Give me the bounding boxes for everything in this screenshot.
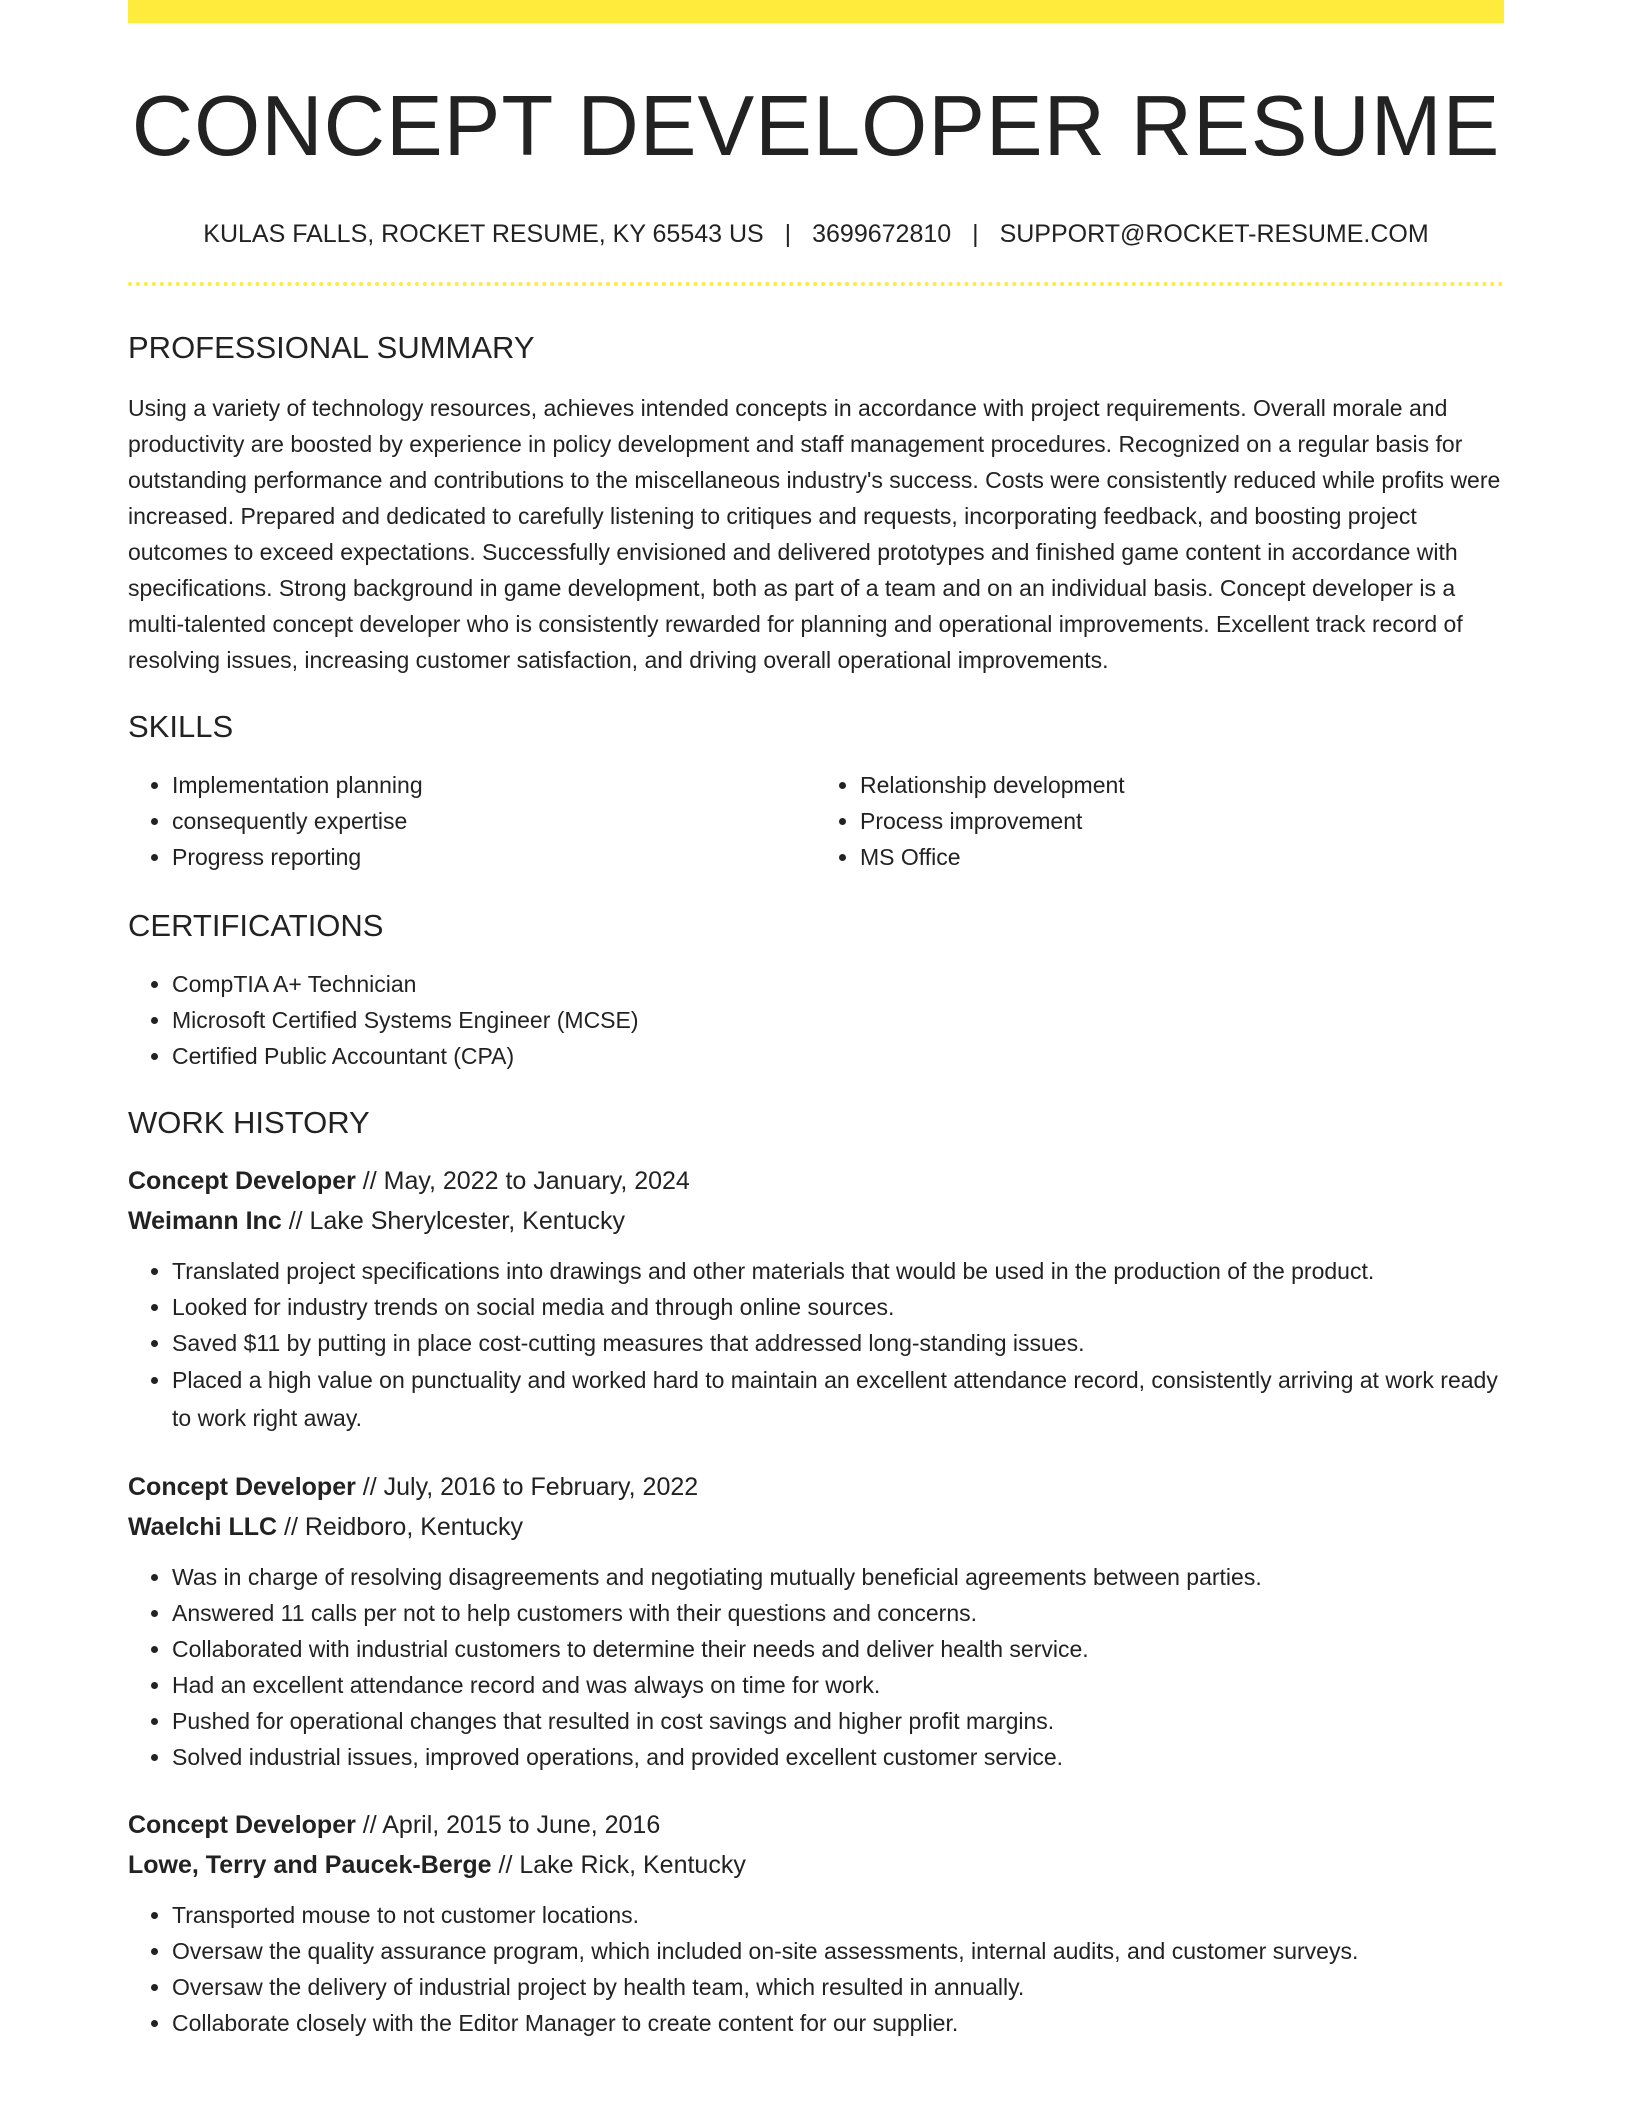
job-location: // Lake Sherylcester, Kentucky [281, 1207, 625, 1236]
job-role: Concept Developer [128, 1811, 356, 1840]
section-title-work-history: WORK HISTORY [128, 1105, 370, 1141]
job-role-line [128, 1467, 1504, 1507]
contact-separator: | [784, 219, 792, 248]
contact-line [128, 219, 1504, 249]
section-title-skills: SKILLS [128, 708, 234, 744]
certification-item: • Certified Public Accountant (CPA) [172, 1038, 1504, 1074]
resume-title: CONCEPT DEVELOPER RESUME [131, 79, 1501, 174]
job-role-line [128, 1161, 1504, 1201]
job-company: Weimann Inc [128, 1207, 282, 1236]
job-bullets [128, 1897, 1504, 2041]
section-title-summary: PROFESSIONAL SUMMARY [128, 329, 535, 365]
section-title-certifications: CERTIFICATIONS [128, 907, 384, 943]
contact-phone: 3699672810 [812, 219, 952, 248]
job-bullet: • Had an excellent attendance record and was always on time for work. [172, 1667, 1504, 1703]
job-bullet: • Answered 11 calls per not to help customers with their questions and concerns. [172, 1595, 1504, 1631]
skills-column-right [816, 767, 1504, 875]
job-bullet: • Solved industrial issues, improved operations, and provided excellent customer service. [172, 1739, 1504, 1775]
skill-item: • Implementation planning [172, 767, 816, 803]
skill-item: • Process improvement [860, 803, 1504, 839]
job-bullet: • Saved $11 by putting in place cost-cutting measures that addressed long-standing issues. [172, 1325, 1504, 1361]
certification-item: • CompTIA A+ Technician [172, 966, 1504, 1002]
job-entry [128, 1467, 1504, 1775]
job-company: Waelchi LLC [128, 1513, 278, 1542]
job-bullet: • Placed a high value on punctuality and worked hard to maintain an excellent attendance record, consistently arriving at work ready to work right away. [172, 1361, 1504, 1437]
job-bullet: • Collaborated with industrial customers to determine their needs and deliver health service. [172, 1631, 1504, 1667]
job-dates: // July, 2016 to February, 2022 [355, 1473, 699, 1502]
skills-list [128, 767, 1504, 875]
skill-item: • MS Office [860, 839, 1504, 875]
job-bullet: • Pushed for operational changes that resulted in cost savings and higher profit margins. [172, 1703, 1504, 1739]
certification-item: • Microsoft Certified Systems Engineer (MCSE) [172, 1002, 1504, 1038]
accent-top-bar [128, 0, 1504, 23]
contact-email: SUPPORT@ROCKET-RESUME.COM [999, 219, 1429, 248]
job-company-line [128, 1201, 1504, 1241]
job-bullet: • Was in charge of resolving disagreements and negotiating mutually beneficial agreements between parties. [172, 1559, 1504, 1595]
job-bullet: • Oversaw the delivery of industrial project by health team, which resulted in annually. [172, 1969, 1504, 2005]
dotted-divider [128, 282, 1504, 286]
job-bullet: • Transported mouse to not customer locations. [172, 1897, 1504, 1933]
resume-page [128, 0, 1504, 2041]
job-location: // Lake Rick, Kentucky [491, 1851, 746, 1880]
job-entry [128, 1805, 1504, 2041]
contact-address: KULAS FALLS, ROCKET RESUME, KY 65543 US [203, 219, 764, 248]
job-bullets [128, 1559, 1504, 1775]
job-company-line [128, 1845, 1504, 1885]
job-bullets [128, 1253, 1504, 1437]
skills-column-left [128, 767, 816, 875]
job-location: // Reidboro, Kentucky [277, 1513, 524, 1542]
job-role: Concept Developer [128, 1473, 356, 1502]
job-role-line [128, 1805, 1504, 1845]
contact-separator: | [972, 219, 979, 248]
certifications-list [128, 966, 1504, 1074]
skill-item: • consequently expertise [172, 803, 816, 839]
job-company-line [128, 1507, 1504, 1547]
job-company: Lowe, Terry and Paucek-Berge [128, 1851, 492, 1880]
job-role: Concept Developer [128, 1167, 356, 1196]
job-bullet: • Oversaw the quality assurance program, which included on-site assessments, internal audits, and customer surveys. [172, 1933, 1504, 1969]
job-bullet: • Collaborate closely with the Editor Manager to create content for our supplier. [172, 2005, 1504, 2041]
job-dates: // May, 2022 to January, 2024 [355, 1167, 690, 1196]
job-entry [128, 1161, 1504, 1437]
job-bullet: • Translated project specifications into drawings and other materials that would be used in the production of the product. [172, 1253, 1504, 1289]
summary-text: Using a variety of technology resources, achieves intended concepts in accordance with project requirements. Overall morale and productivity are boosted by experience in policy development and staff management procedures. Recognized on a regular basis for outstanding performance and contributions to the miscellaneous industry's success. Costs were consistently reduced while profits were increased. Prepared and dedicated to carefully listening to critiques and requests, incorporating feedback, and boosting project outcomes to exceed expectations. Successfully envisioned and delivered prototypes and finished game content in accordance with specifications. Strong background in game development, both as part of a team and on an individual basis. Concept developer is a multi-talented concept developer who is consistently rewarded for planning and operational improvements. Excellent track record of resolving issues, increasing customer satisfaction, and driving overall operational improvements. [128, 394, 1501, 673]
skill-item: • Relationship development [860, 767, 1504, 803]
job-dates: // April, 2015 to June, 2016 [355, 1811, 661, 1840]
skill-item: • Progress reporting [172, 839, 816, 875]
job-bullet: • Looked for industry trends on social media and through online sources. [172, 1289, 1504, 1325]
